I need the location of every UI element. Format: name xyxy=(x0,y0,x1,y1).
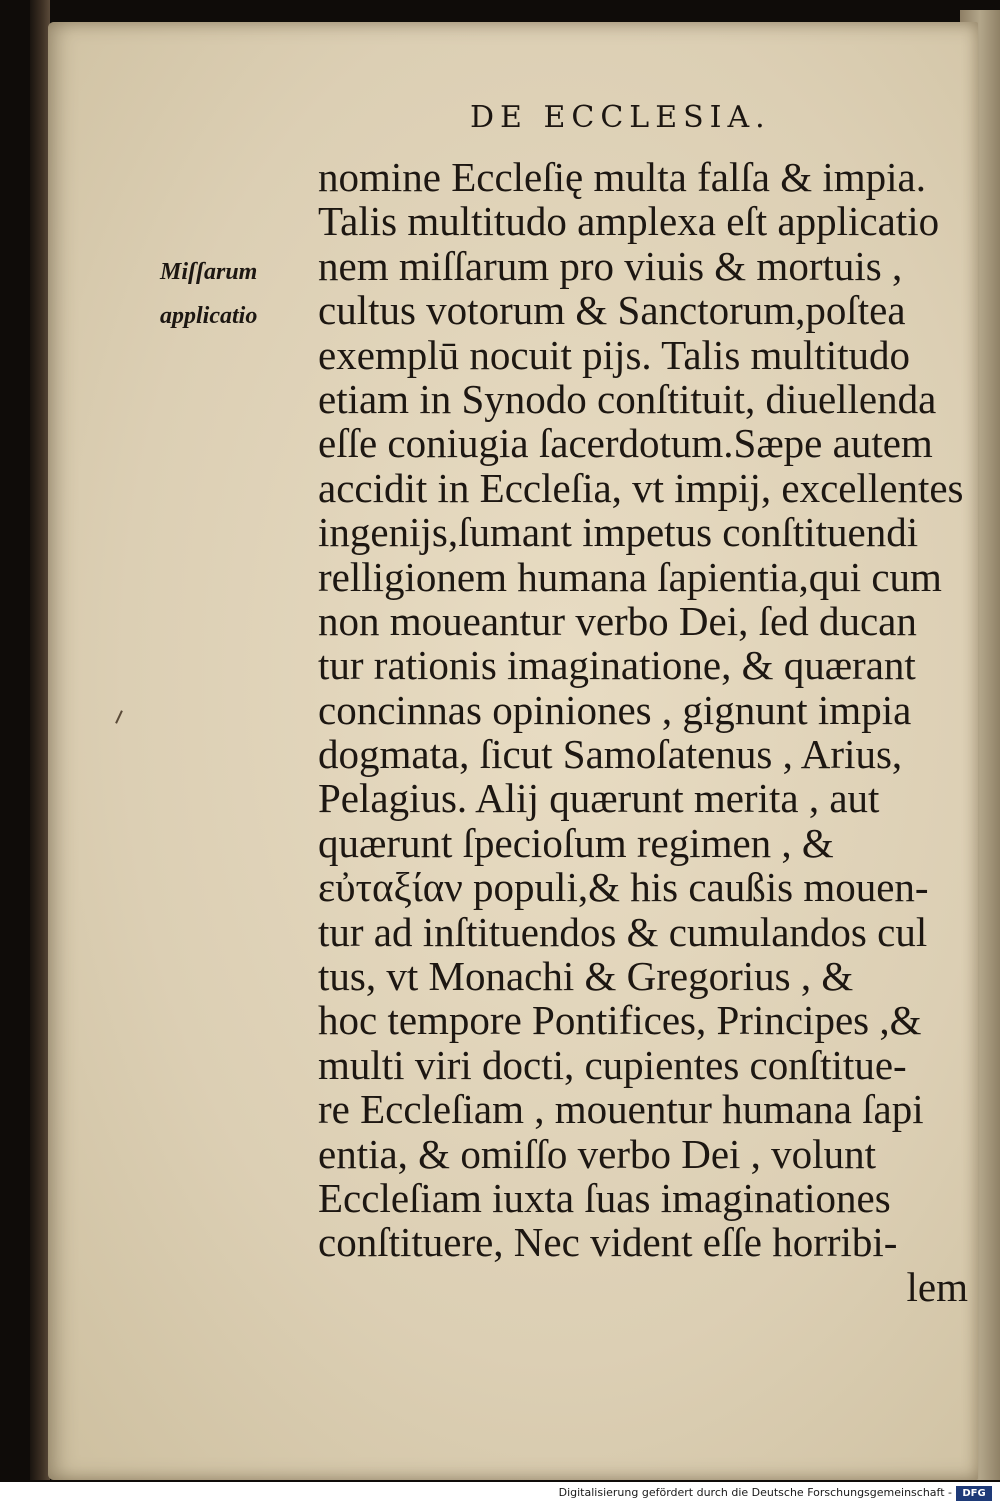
text-line: εὐταξίαν populi,& his caußis mouen- xyxy=(318,864,929,911)
text-line: cultus votorum & Sanctorum,poſtea xyxy=(318,287,906,334)
text-line: multi viri docti, cupientes conſtitue- xyxy=(318,1041,907,1088)
text-line: relligionem humana ſapientia,qui cum xyxy=(318,553,942,600)
text-line: nomine Eccleſię multa falſa & impia. xyxy=(318,154,926,200)
text-line: concinnas opiniones , gignunt impia xyxy=(318,686,912,733)
margin-note-line: Miſſarum xyxy=(160,259,258,285)
text-line: Talis multitudo amplexa eſt applicatio xyxy=(318,198,940,245)
text-line: Pelagius. Alij quærunt merita , aut xyxy=(318,775,880,822)
text-line: non moueantur verbo Dei, ſed ducan xyxy=(318,597,917,644)
text-line: nem miſſarum pro viuis & mortuis , xyxy=(318,242,903,289)
margin-note xyxy=(160,250,310,338)
text-line: eſſe coniugia ſacerdotum.Sæpe autem xyxy=(318,420,933,467)
margin-note-line: applicatio xyxy=(160,303,258,329)
text-line: hoc tempore Pontifices, Principes ,& xyxy=(318,997,922,1044)
text-line: accidit in Eccleſia, vt impij, excellentes xyxy=(318,464,964,511)
text-line: Eccleſiam iuxta ſuas imaginationes xyxy=(318,1174,891,1221)
text-line: tur rationis imaginatione, & quærant xyxy=(318,642,916,689)
catchword: lem xyxy=(906,1263,968,1310)
text-line: entia, & omiſſo verbo Dei , volunt xyxy=(318,1130,876,1177)
text-line: quærunt ſpecioſum regimen , & xyxy=(318,819,834,866)
text-line: tus, vt Monachi & Gregorius , & xyxy=(318,953,854,1000)
text-line: conſtituere, Nec vident eſſe horribi- xyxy=(318,1219,898,1266)
dfg-logo: DFG xyxy=(956,1486,992,1501)
book-spine xyxy=(30,0,50,1480)
funding-notice: Digitalisierung gefördert durch die Deutsche Forschungsgemeinschaft - xyxy=(558,1486,952,1499)
text-line: exemplū nocuit pijs. Talis multitudo xyxy=(318,331,910,378)
text-line: tur ad inſtituendos & cumulandos cul xyxy=(318,908,928,955)
text-line: ingenijs,ſumant impetus conſtituendi xyxy=(318,509,919,556)
text-line: dogmata, ſicut Samoſatenus , Arius, xyxy=(318,731,903,778)
footer-bar xyxy=(0,1482,1000,1507)
body-text xyxy=(318,155,968,1309)
running-head: DE ECCLESIA. xyxy=(470,100,771,135)
text-line: etiam in Synodo conſtituit, diuellenda xyxy=(318,375,937,422)
text-line: re Eccleſiam , mouentur humana ſapi xyxy=(318,1086,924,1133)
